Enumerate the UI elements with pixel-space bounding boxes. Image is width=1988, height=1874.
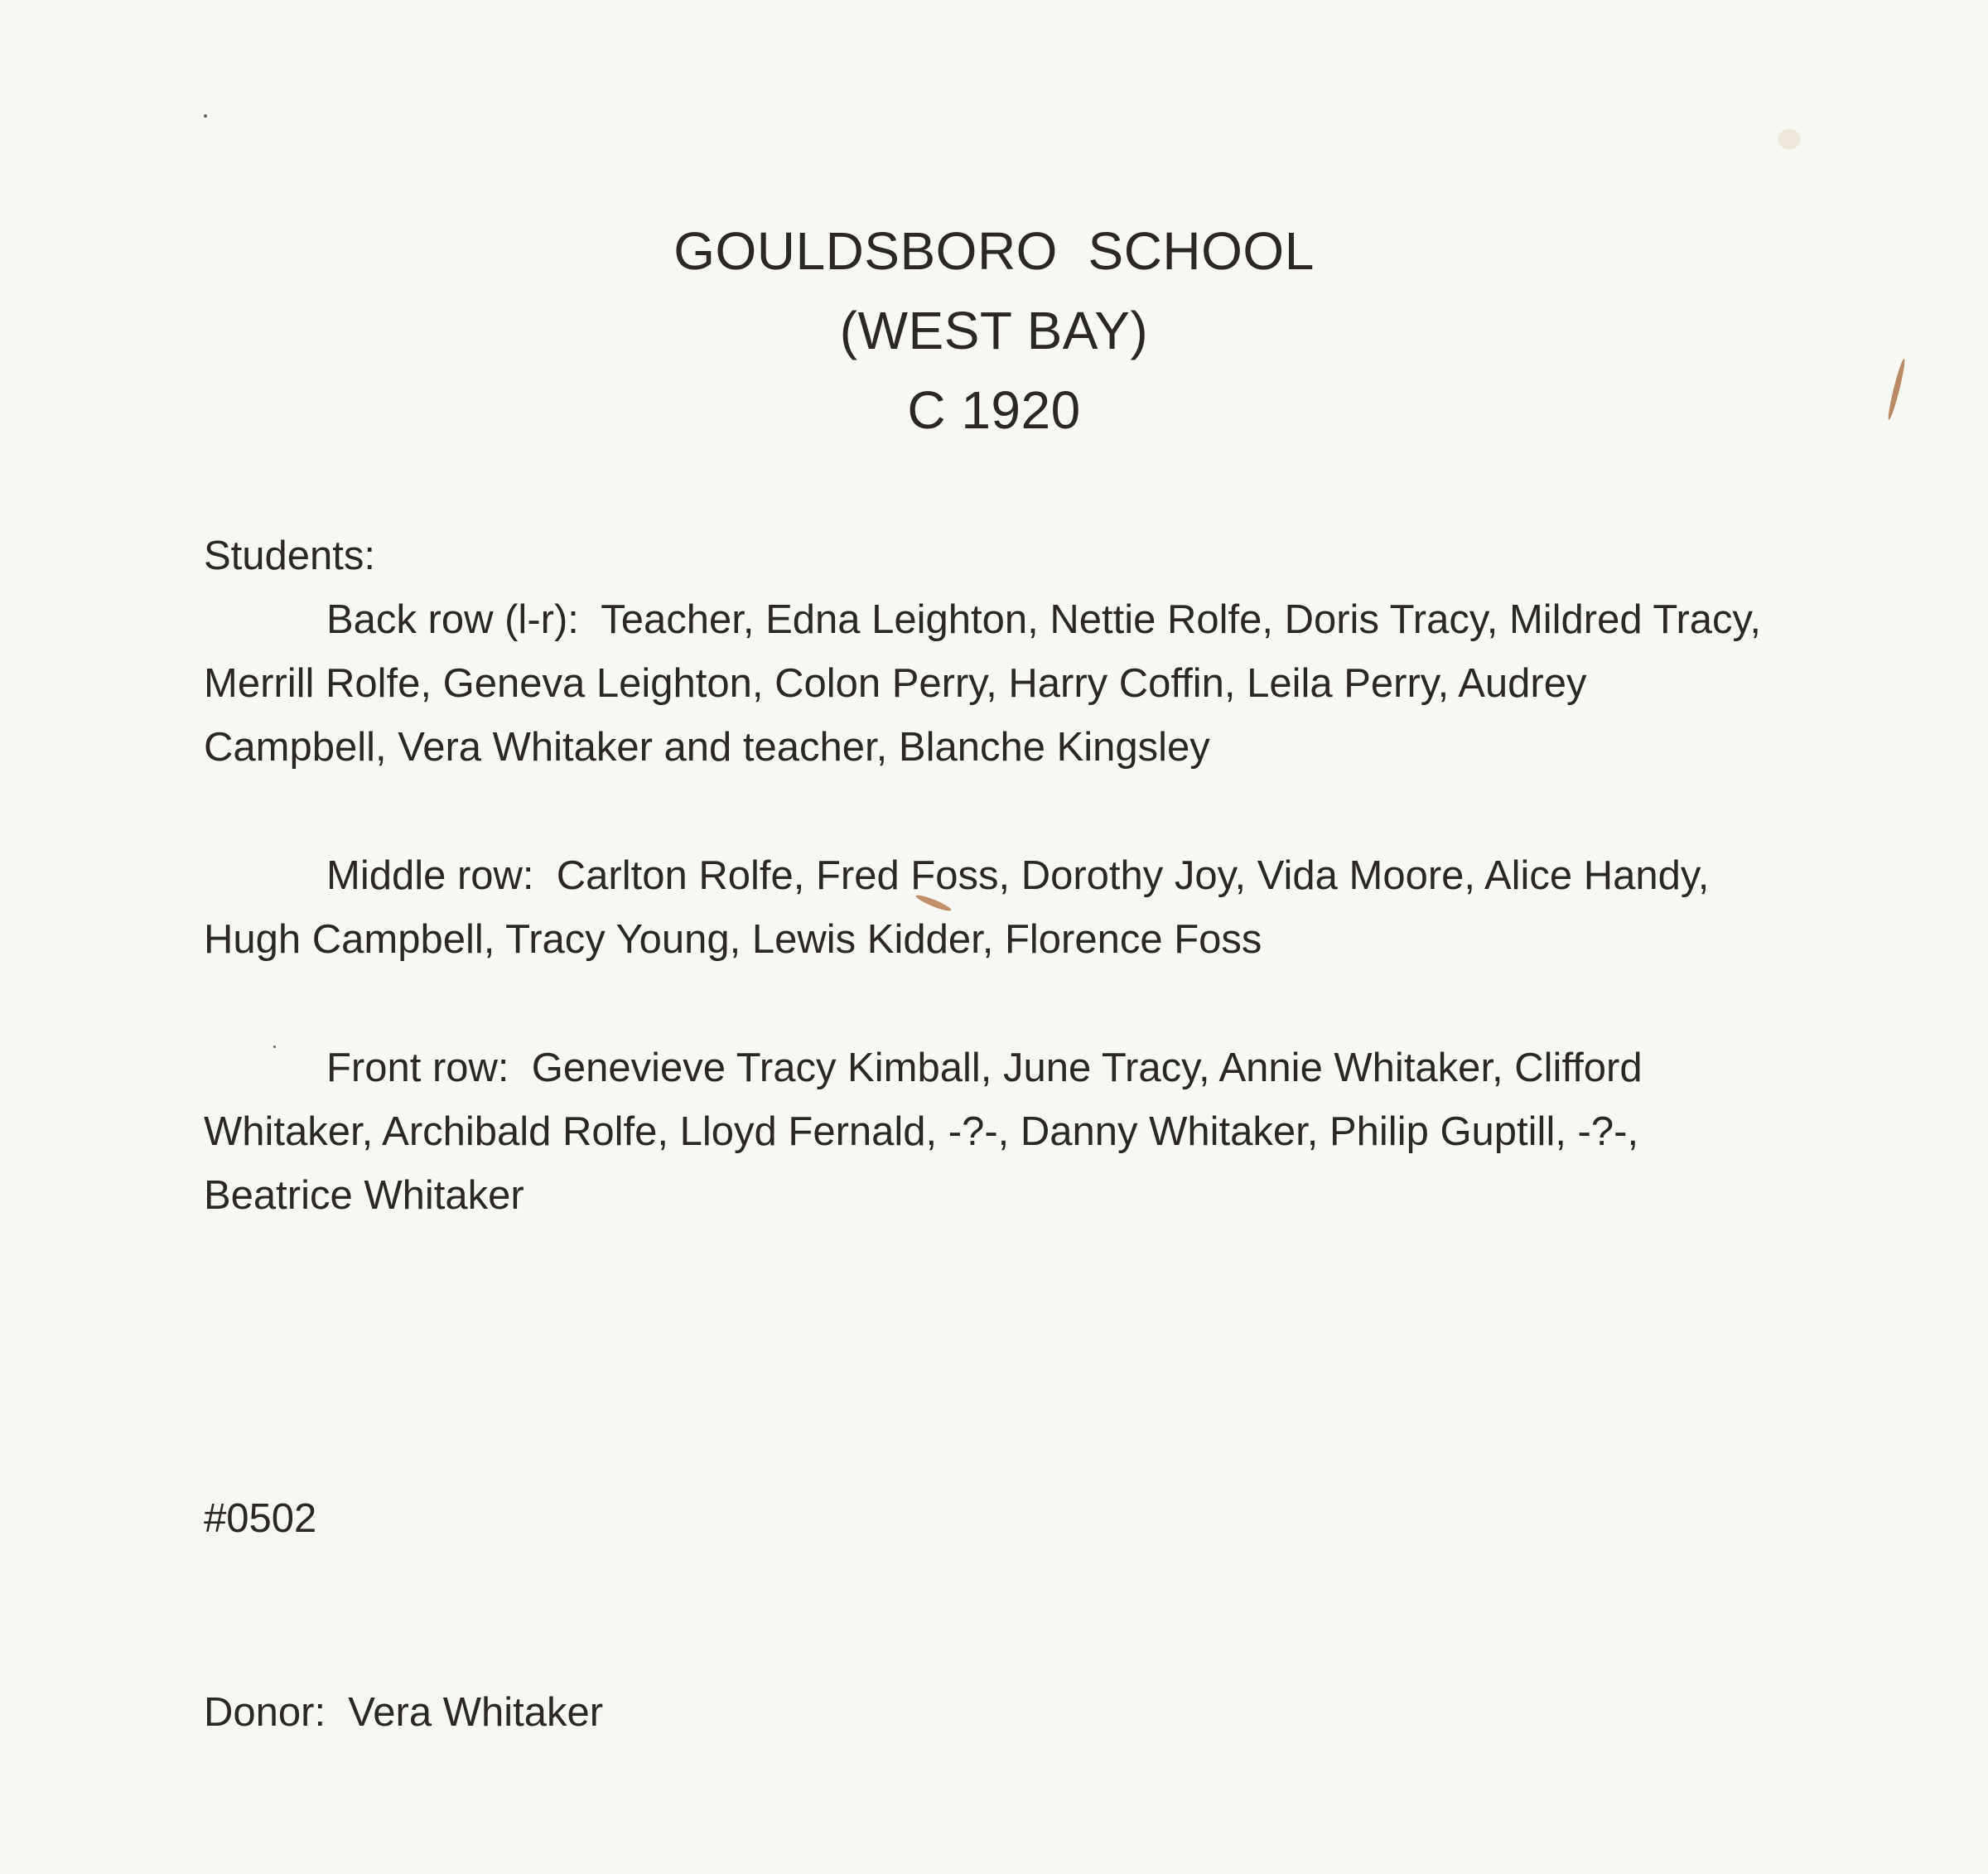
photo-date: C 1920	[907, 380, 1081, 440]
back-row-names: Back row (l-r): Teacher, Edna Leighton, Nettie Rolfe, Doris Tracy, Mildred Tracy, Merrill Rolfe, Geneva Leighton, Colon Perry, Harry Coffin, Leila Perry, Audrey Campbell, Vera Whitaker and teacher, Blanche Kingsley	[204, 597, 1773, 770]
students-label: Students:	[204, 534, 376, 578]
footer-block	[204, 1357, 603, 1874]
title-block	[0, 211, 1988, 450]
paper-speck	[204, 114, 207, 118]
paper-smudge	[1778, 129, 1801, 149]
students-section	[204, 524, 1778, 1228]
donor-line: Donor: Vera Whitaker	[204, 1690, 604, 1735]
school-location: (WEST BAY)	[839, 301, 1149, 360]
front-row-names: Front row: Genevieve Tracy Kimball, June Tracy, Annie Whitaker, Clifford Whitaker, Archibald Rolfe, Lloyd Fernald, -?-, Danny Whitaker, Philip Guptill, -?-, Beatrice Whitaker	[204, 1046, 1654, 1218]
catalog-number: #0502	[204, 1496, 317, 1541]
school-title: GOULDSBORO SCHOOL	[673, 221, 1315, 281]
middle-row-names: Middle row: Carlton Rolfe, Fred Foss, Dorothy Joy, Vida Moore, Alice Handy, Hugh Campbell, Tracy Young, Lewis Kidder, Florence Foss	[204, 853, 1721, 962]
